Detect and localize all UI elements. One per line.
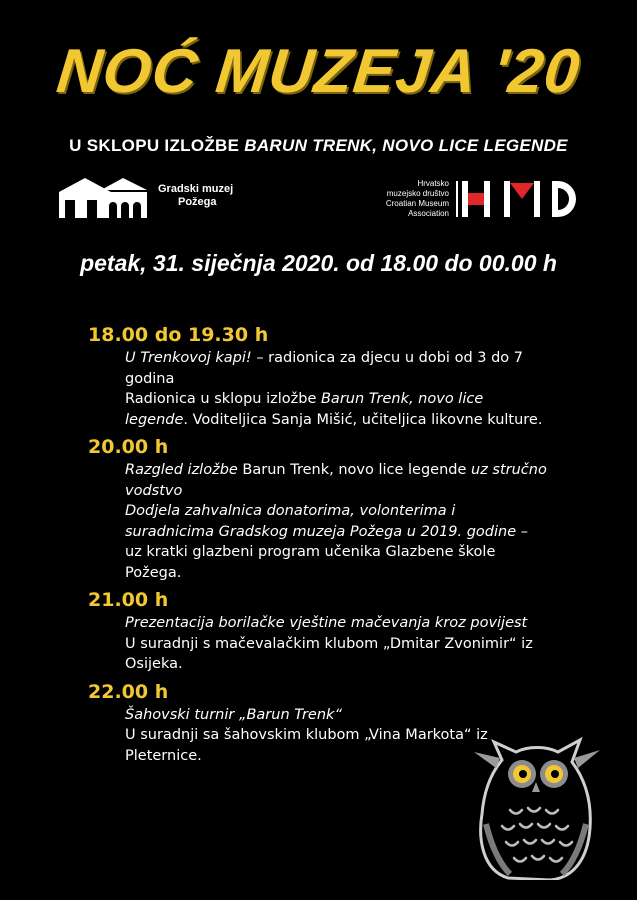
event-line-segment: . Voditeljica Sanja Mišić, učiteljica likovne kulture. [183,411,543,428]
subtitle-prefix: U SKLOPU IZLOŽBE [69,136,245,155]
event-line-segment: godina [125,370,175,387]
event-line-segment: U suradnji sa šahovskim klubom „Vina Markota“ iz [125,727,488,743]
event-line [125,542,568,563]
event-line-segment: U Trenkovoj kapi! [125,350,252,366]
hmd-line1: Hrvatsko [417,179,449,188]
event-line [125,410,568,431]
event-line [125,522,568,543]
event-line-segment: Prezentacija borilačke vještine mačevanja kroz povijest [125,615,528,631]
museum-name [158,183,233,209]
poster-subtitle [0,136,637,156]
event-description [88,613,568,675]
event-line [125,501,568,522]
event-line [125,481,568,502]
event-time: 22.00 h [88,680,169,703]
event-line-segment: Barun Trenk, novo lice legende [237,462,471,478]
event-line [125,705,568,726]
subtitle-exhibition: BARUN TRENK, NOVO LICE LEGENDE [244,136,568,155]
event-line-segment: Osijeka. [125,656,183,672]
museum-name-line1: Gradski muzej [158,183,234,195]
event-line-segment: uz stručno [471,462,547,478]
event-time: 20.00 h [88,436,169,458]
event-date: petak, 31. siječnja 2020. od 18.00 do 00.00 h [80,250,557,276]
event-line-segment: Barun Trenk, novo lice [320,391,484,407]
event-line-segment: vodstvo [125,482,183,499]
event-line [125,563,568,584]
event-line-segment: Požega. [125,564,182,581]
museum-name-line2: Požega [178,196,217,208]
event-line [125,369,568,390]
program-schedule [88,318,568,766]
event-description [88,348,568,430]
event-description [88,460,568,583]
event-time: 18.00 do 19.30 h [88,324,269,346]
event-line-segment: suradnicima Gradskog muzeja Požega u 2019. godine [125,523,517,540]
event-line [125,389,568,410]
hmd-logo-icon [456,179,580,219]
event-line-segment: U suradnji s mačevalačkim klubom „Dmitar Zvonimir“ iz [125,635,533,652]
event-time: 21.00 h [88,589,169,611]
event-block [88,587,568,675]
event-line [125,460,568,481]
event-line [125,348,568,369]
event-line-segment: Razgled izložbe [125,462,238,478]
hmd-line2: muzejsko društvo [386,189,449,198]
hmd-line4: Association [408,209,449,218]
museum-building-icon [57,176,149,218]
event-line-segment: Radionica u sklopu izložbe [125,391,321,407]
hmd-association-name [377,179,449,219]
poster-title: NOĆ MUZEJA '20 [53,37,584,106]
event-line-segment: Šahovski turnir „Barun Trenk“ [125,706,342,723]
event-block [88,322,568,430]
event-line-segment: uz kratki glazbeni program učenika Glazbene škole [125,544,496,560]
event-line-segment: Pleternice. [125,747,202,764]
event-line-segment: legende [125,411,184,428]
event-line-segment: – radionica za djecu u dobi od 3 do 7 [251,350,523,366]
owl-icon [470,728,602,880]
event-line [125,634,568,655]
hmd-line3: Croatian Museum [385,199,449,208]
event-line [125,654,568,675]
event-line-segment: – [516,523,528,540]
event-line [125,613,568,634]
event-block [88,434,568,583]
event-line-segment: Dodjela zahvalnica donatorima, volonterima i [125,503,456,519]
